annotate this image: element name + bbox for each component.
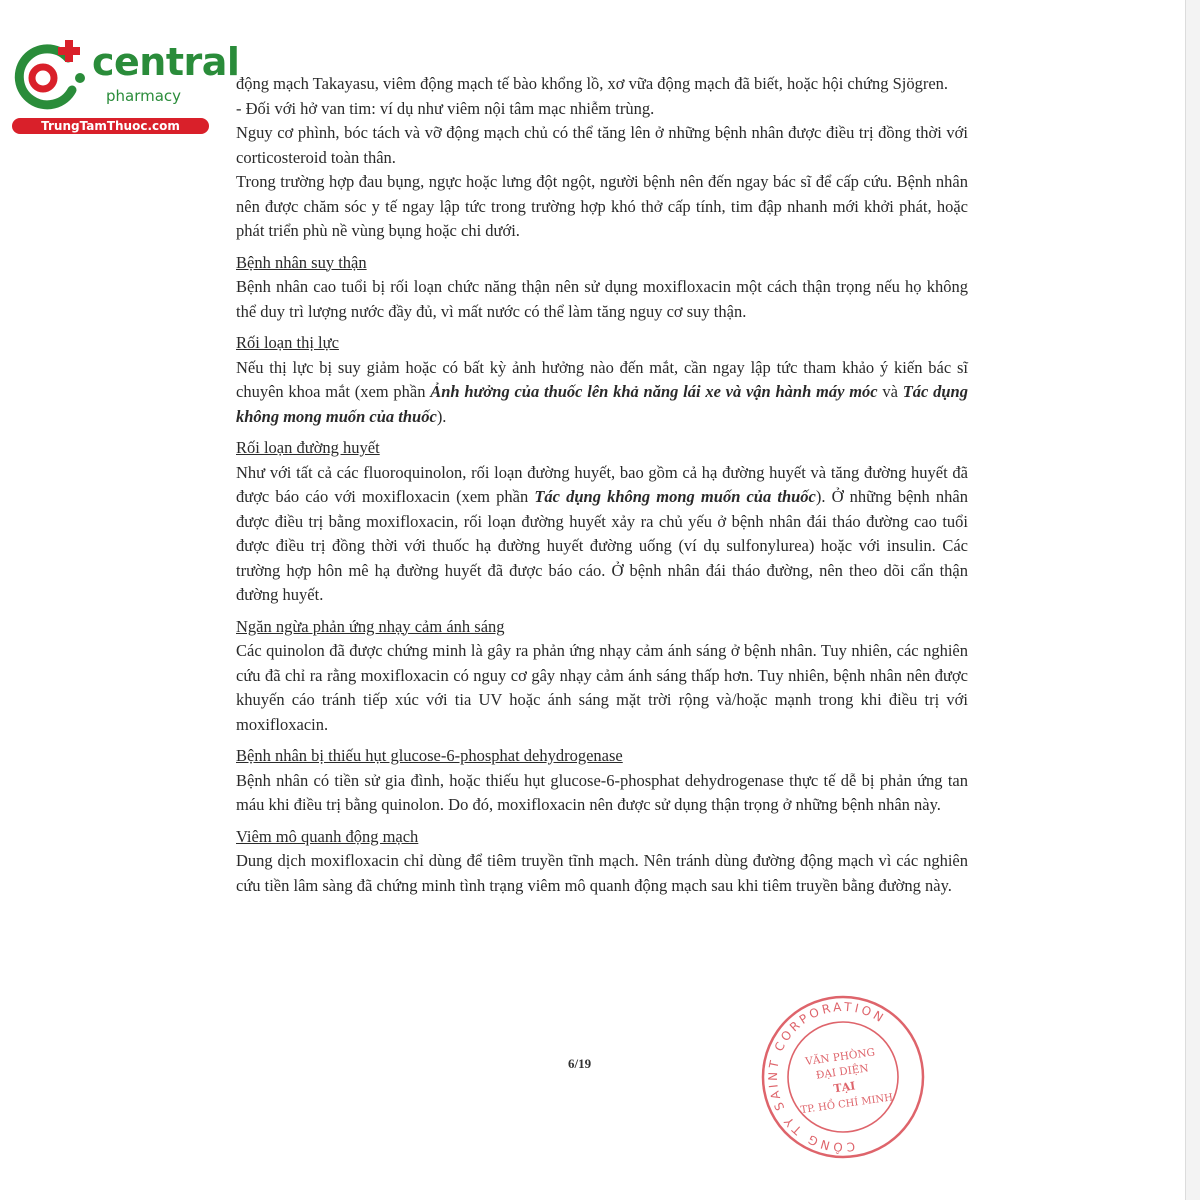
page-number: 6/19	[568, 1056, 592, 1071]
logo-name: central	[92, 40, 240, 84]
company-seal-stamp	[758, 992, 928, 1162]
section-text-glucose	[236, 461, 968, 608]
page-edge	[1185, 0, 1200, 1200]
svg-text:TẠI: TẠI	[832, 1079, 857, 1096]
intro-paragraph-1: động mạch Takayasu, viêm động mạch tế bào khổng lồ, xơ vữa động mạch đã biết, hoặc hội chứng Sjögren.	[236, 74, 949, 93]
section-heading-glucose: Rối loạn đường huyết	[236, 438, 380, 457]
svg-text:CÔNG TY SAINT CORPORATIO: CÔNG TY SAINT CORPORATION	[765, 999, 889, 1155]
section-text-renal: Bệnh nhân cao tuổi bị rối loạn chức năng thận nên sử dụng moxifloxacin một cách thận trọng nếu họ không thể duy trì lượng nước đầy đủ, vì mất nước có thể làm tăng nguy cơ suy thận.	[236, 277, 968, 321]
cross-reference-driving: Ảnh hưởng của thuốc lên khả năng lái xe và vận hành máy móc	[430, 382, 878, 401]
intro-paragraph-4: Trong trường hợp đau bụng, ngực hoặc lưng đột ngột, người bệnh nên đến ngay bác sĩ để cấp cứu. Bệnh nhân nên được chăm sóc y tế ngay lập tức trong trường hợp khó thở cấp tính, tim đập nhanh mới khởi phát, hoặc phát triển phù nề vùng bụng hoặc chi dưới.	[236, 172, 968, 240]
glucose-text-part: Như với tất cả các fluoroquinolon, rối loạn đường huyết, bao gồm cả hạ đường huyết và tăng đường huyết đã được báo cáo với moxifloxacin (xem phần	[236, 462, 968, 506]
svg-text:TP. HỒ CHÍ MINH: TP. HỒ CHÍ MINH	[800, 1092, 894, 1117]
glucose-text-part: ). Ở những bệnh nhân được điều trị bằng moxifloxacin, rối loạn đường huyết xảy ra chủ yếu ở bệnh nhân đái tháo đường cao tuổi được điều trị đồng thời với thuốc hạ đường huyết đường uống (ví dụ sulfonylurea) hoặc với insulin. Các trường hợp hôn mê hạ đường huyết đã được báo cáo. Ở bệnh nhân đái tháo đường, nên theo dõi cẩn thận đường huyết.	[236, 487, 968, 604]
logo-url-badge: TrungTamThuoc.com	[12, 118, 209, 134]
intro-paragraph-2: - Đối với hở van tim: ví dụ như viêm nội tâm mạc nhiễm trùng.	[236, 98, 655, 118]
vision-text-part: và	[877, 382, 903, 401]
section-text-periarterial: Dung dịch moxifloxacin chỉ dùng để tiêm truyền tĩnh mạch. Nên tránh dùng đường động mạch vì các nghiên cứu tiền lâm sàng đã chứng minh tình trạng viêm mô quanh động mạch sau khi tiêm truyền bằng đường này.	[236, 851, 968, 895]
section-text-vision	[236, 356, 968, 430]
section-text-g6pd: Bệnh nhân có tiền sử gia đình, hoặc thiếu hụt glucose-6-phosphat dehydrogenase thực tế dễ bị phản ứng tan máu khi điều trị bằng quinolon. Do đó, moxifloxacin nên được sử dụng thận trọng ở những bệnh nhân này.	[236, 770, 968, 814]
logo-subtitle: pharmacy	[106, 87, 182, 105]
document-body	[236, 72, 968, 898]
section-heading-photosensitivity: Ngăn ngừa phản ứng nhạy cảm ánh sáng	[236, 616, 505, 636]
section-heading-g6pd: Bệnh nhân bị thiếu hụt glucose-6-phosphat dehydrogenase	[236, 746, 623, 765]
cross-reference-adverse-effects: Tác dụng không mong muốn của thuốc	[236, 382, 968, 426]
section-heading-renal: Bệnh nhân suy thận	[236, 252, 367, 272]
central-logo-mark-icon	[10, 38, 90, 118]
cross-reference-adverse-effects: Tác dụng không mong muốn của thuốc	[534, 487, 816, 506]
vision-text-part: ).	[436, 406, 447, 426]
section-heading-periarterial: Viêm mô quanh động mạch	[236, 826, 419, 846]
central-pharmacy-logo	[10, 38, 240, 138]
vision-text-part: Nếu thị lực bị suy giảm hoặc có bất kỳ ảnh hưởng nào đến mắt, cần ngay lập tức tham khảo ý kiến bác sĩ chuyên khoa mắt (xem phần	[236, 357, 968, 401]
section-text-photosensitivity: Các quinolon đã được chứng minh là gây ra phản ứng nhạy cảm ánh sáng ở bệnh nhân. Tuy nhiên, các nghiên cứu đã chỉ ra rằng moxifloxacin có nguy cơ gây nhạy cảm ánh sáng thấp hơn. Tuy nhiên, bệnh nhân nên được khuyến cáo tránh tiếp xúc với tia UV hoặc ánh sáng mặt trời rộng và/hoặc mạnh trong khi điều trị với moxifloxacin.	[236, 641, 968, 734]
section-heading-vision: Rối loạn thị lực	[236, 333, 339, 352]
svg-text:VĂN PHÒNG: VĂN PHÒNG	[804, 1046, 876, 1069]
intro-paragraph-3: Nguy cơ phình, bóc tách và vỡ động mạch chủ có thể tăng lên ở những bệnh nhân được điều trị đồng thời với corticosteroid toàn thân.	[236, 123, 968, 167]
svg-text:ĐẠI DIỆN: ĐẠI DIỆN	[815, 1062, 870, 1082]
